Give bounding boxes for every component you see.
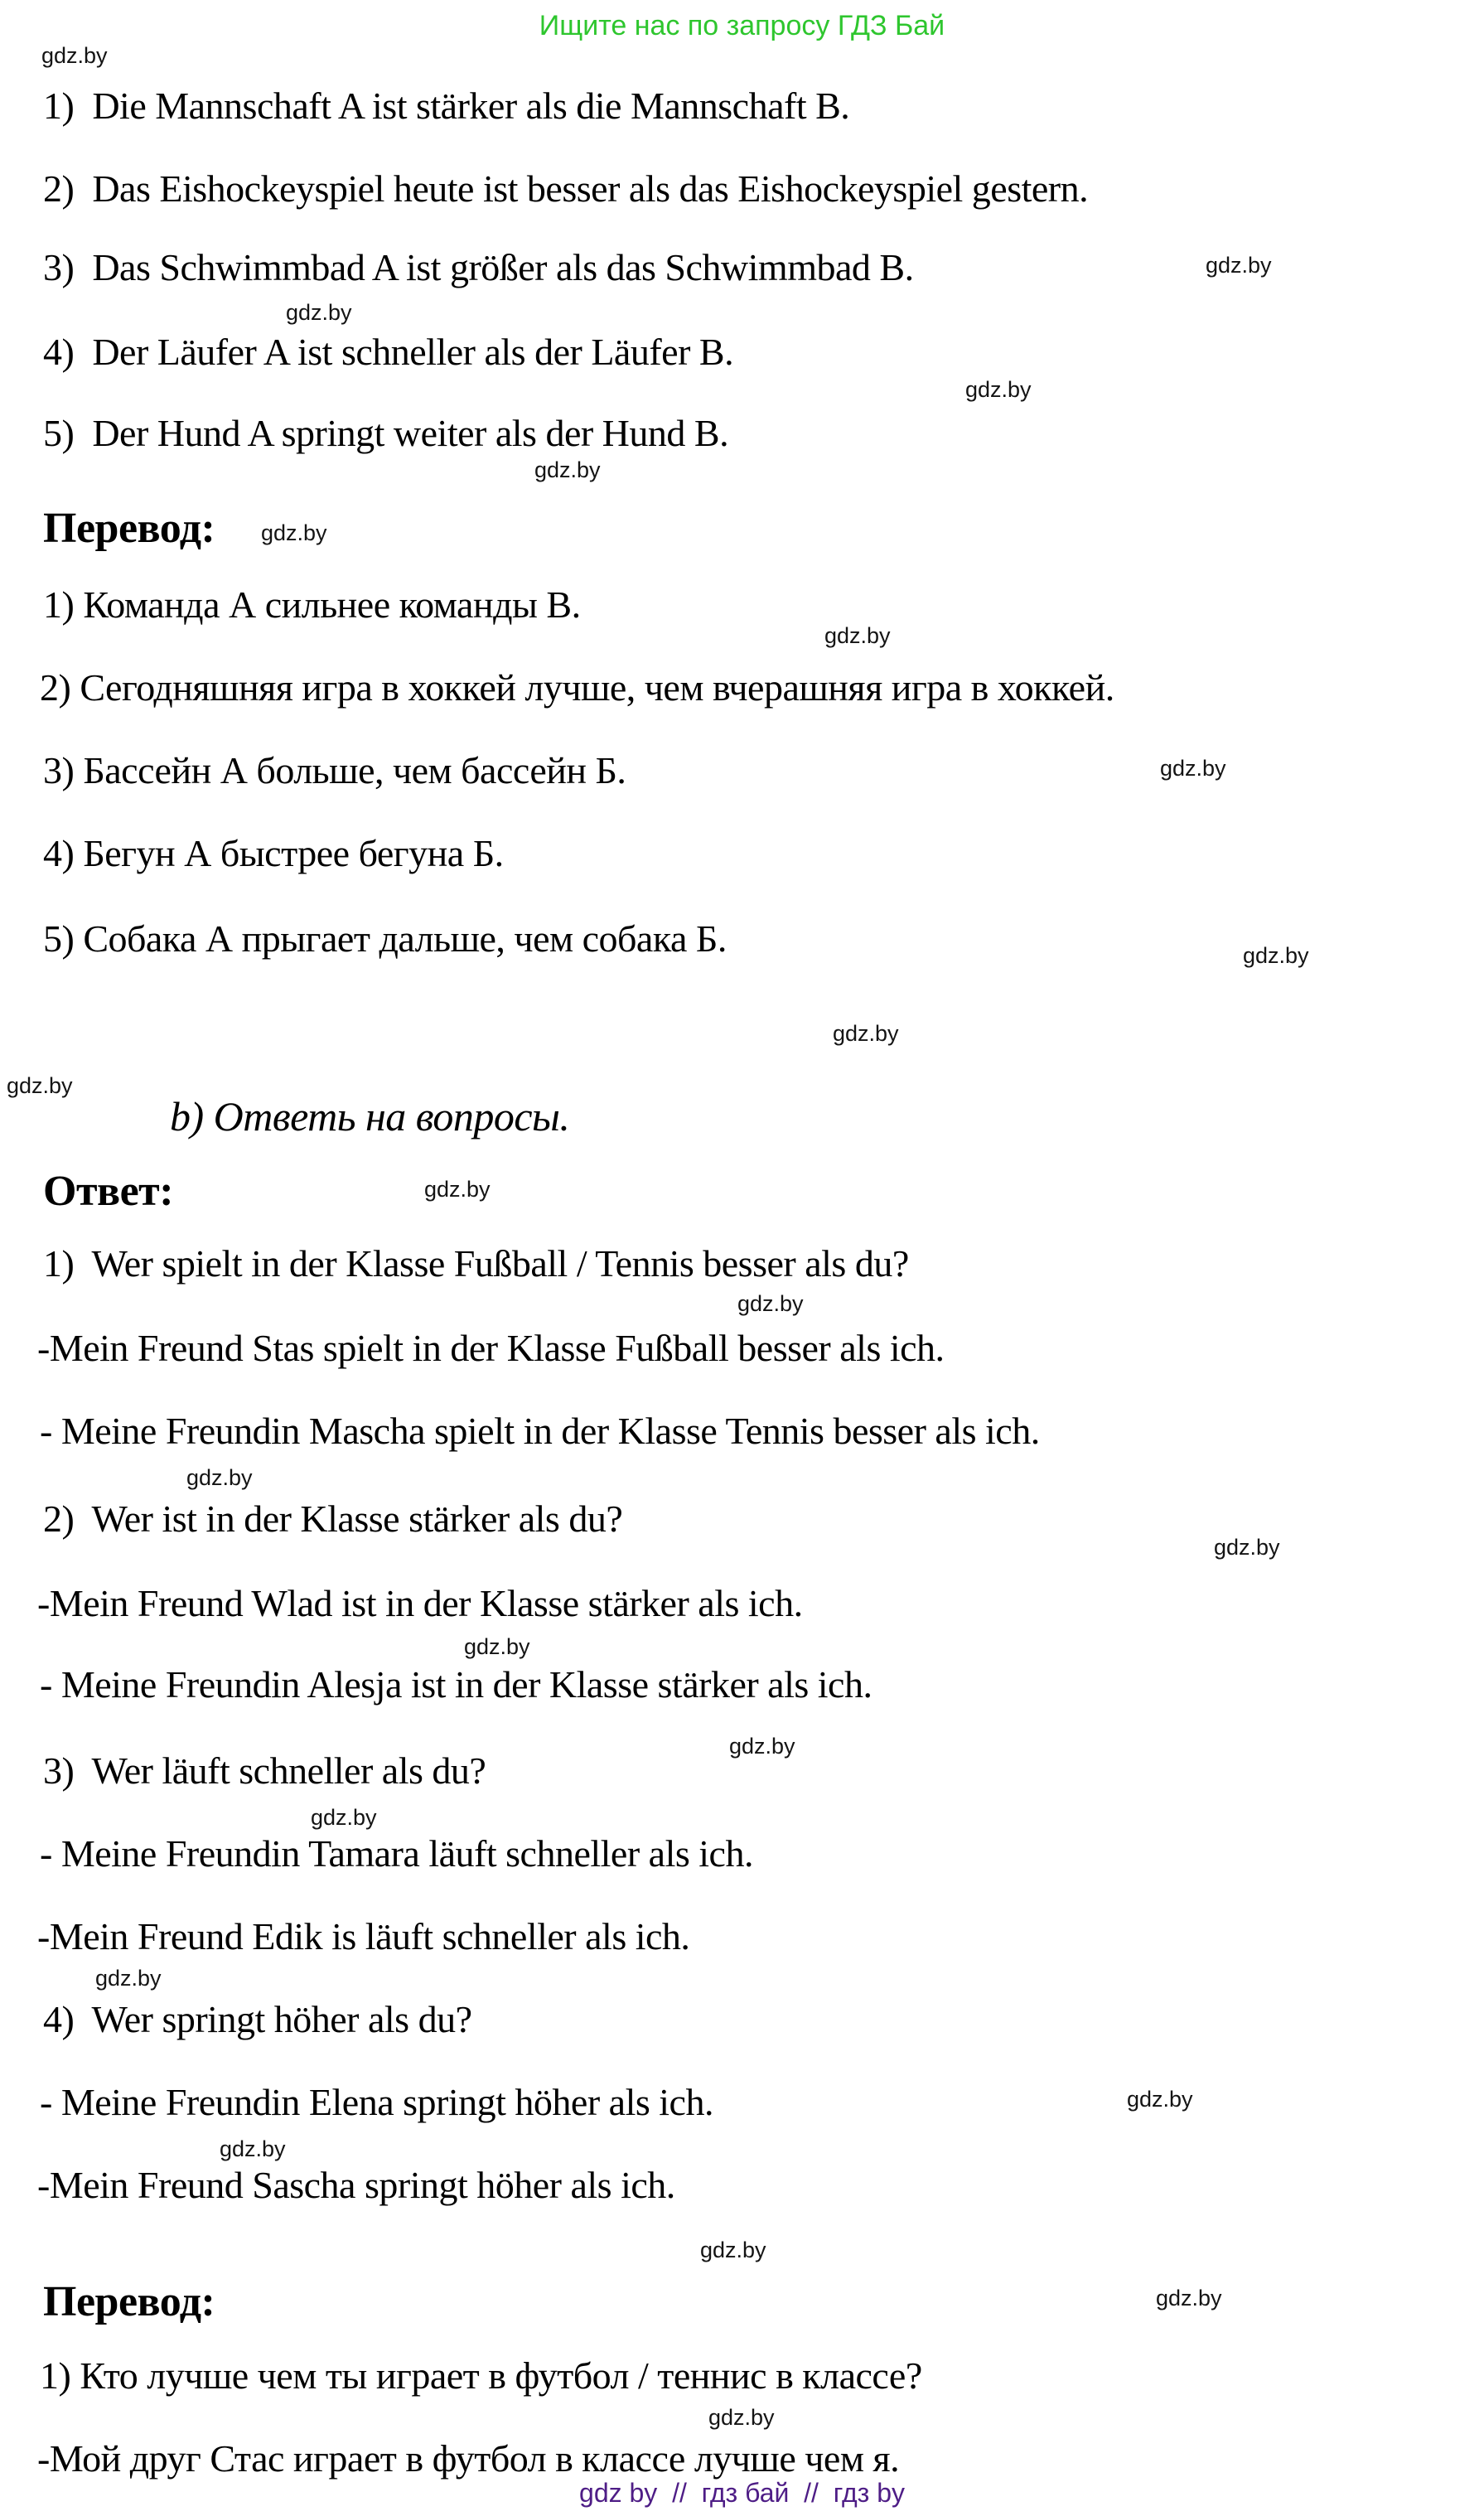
- gdz-watermark: gdz.by: [965, 377, 1032, 402]
- answer-label: Ответ:: [43, 1168, 174, 1215]
- gdz-watermark: gdz.by: [95, 1966, 162, 1991]
- russian-answer-1: -Мой друг Стас играет в футбол в классе лучше чем я.: [37, 2437, 900, 2480]
- gdz-watermark: gdz.by: [286, 300, 352, 325]
- answer-4b: -Mein Freund Sascha springt höher als ich.: [37, 2164, 675, 2206]
- gdz-watermark: gdz.by: [534, 457, 601, 482]
- russian-sentence-4: 4) Бегун А быстрее бегуна Б.: [43, 832, 504, 874]
- translation-a-label: Перевод:: [43, 505, 215, 552]
- russian-sentence-5: 5) Собака А прыгает дальше, чем собака Б.: [43, 917, 727, 960]
- site-footer: gdz by // гдз бай // гдз by: [579, 2478, 905, 2508]
- gdz-watermark: gdz.by: [220, 2136, 286, 2161]
- german-sentence-3: 3) Das Schwimmbad A ist größer als das Schwimmbad B.: [43, 246, 914, 288]
- russian-sentence-3: 3) Бассейн А больше, чем бассейн Б.: [43, 749, 626, 791]
- gdz-watermark: gdz.by: [1206, 253, 1272, 278]
- gdz-watermark: gdz.by: [1243, 943, 1309, 968]
- answer-1a: -Mein Freund Stas spielt in der Klasse Fußball besser als ich.: [37, 1327, 945, 1369]
- question-2: 2) Wer ist in der Klasse stärker als du?: [43, 1498, 623, 1540]
- gdz-watermark: gdz.by: [833, 1021, 899, 1046]
- answer-2a: -Mein Freund Wlad ist in der Klasse stärker als ich.: [37, 1582, 803, 1624]
- gdz-watermark: gdz.by: [729, 1734, 795, 1759]
- german-sentence-5: 5) Der Hund A springt weiter als der Hund B.: [43, 412, 729, 454]
- gdz-watermark: gdz.by: [700, 2238, 766, 2262]
- gdz-watermark: gdz.by: [1127, 2087, 1193, 2112]
- gdz-watermark: gdz.by: [1214, 1535, 1280, 1560]
- question-3: 3) Wer läuft schneller als du?: [43, 1749, 486, 1792]
- gdz-watermark: gdz.by: [311, 1805, 377, 1830]
- gdz-watermark: gdz.by: [186, 1465, 253, 1490]
- answer-4a: - Meine Freundin Elena springt höher als ich.: [40, 2081, 713, 2123]
- promo-banner: Ищите нас по запросу ГДЗ Бай: [539, 10, 945, 41]
- gdz-watermark: gdz.by: [737, 1291, 804, 1316]
- gdz-watermark: gdz.by: [261, 520, 327, 545]
- russian-question-1: 1) Кто лучше чем ты играет в футбол / теннис в классе?: [40, 2354, 922, 2397]
- answer-2b: - Meine Freundin Alesja ist in der Klasse stärker als ich.: [40, 1663, 873, 1706]
- answer-3a: - Meine Freundin Tamara läuft schneller als ich.: [40, 1832, 753, 1875]
- russian-sentence-1: 1) Команда А сильнее команды В.: [43, 583, 581, 626]
- gdz-watermark: gdz.by: [824, 623, 891, 648]
- german-sentence-2: 2) Das Eishockeyspiel heute ist besser als das Eishockeyspiel gestern.: [43, 167, 1089, 210]
- question-1: 1) Wer spielt in der Klasse Fußball / Tennis besser als du?: [43, 1242, 909, 1285]
- gdz-watermark: gdz.by: [1156, 2286, 1222, 2310]
- answer-3b: -Mein Freund Edik is läuft schneller als ich.: [37, 1915, 690, 1957]
- gdz-watermark: gdz.by: [41, 43, 108, 68]
- answer-1b: - Meine Freundin Mascha spielt in der Klasse Tennis besser als ich.: [40, 1410, 1040, 1452]
- german-sentence-4: 4) Der Läufer A ist schneller als der Läufer B.: [43, 331, 734, 373]
- task-b-heading: b) Ответь на вопросы.: [170, 1093, 570, 1139]
- translation-b-label: Перевод:: [43, 2278, 215, 2325]
- german-sentence-1: 1) Die Mannschaft A ist stärker als die Mannschaft B.: [43, 85, 850, 127]
- gdz-watermark: gdz.by: [7, 1073, 73, 1098]
- russian-sentence-2: 2) Сегодняшняя игра в хоккей лучше, чем вчерашняя игра в хоккей.: [40, 666, 1114, 709]
- gdz-watermark: gdz.by: [708, 2405, 775, 2430]
- question-4: 4) Wer springt höher als du?: [43, 1998, 472, 2040]
- gdz-watermark: gdz.by: [424, 1177, 491, 1202]
- gdz-watermark: gdz.by: [464, 1634, 530, 1659]
- gdz-watermark: gdz.by: [1160, 756, 1226, 781]
